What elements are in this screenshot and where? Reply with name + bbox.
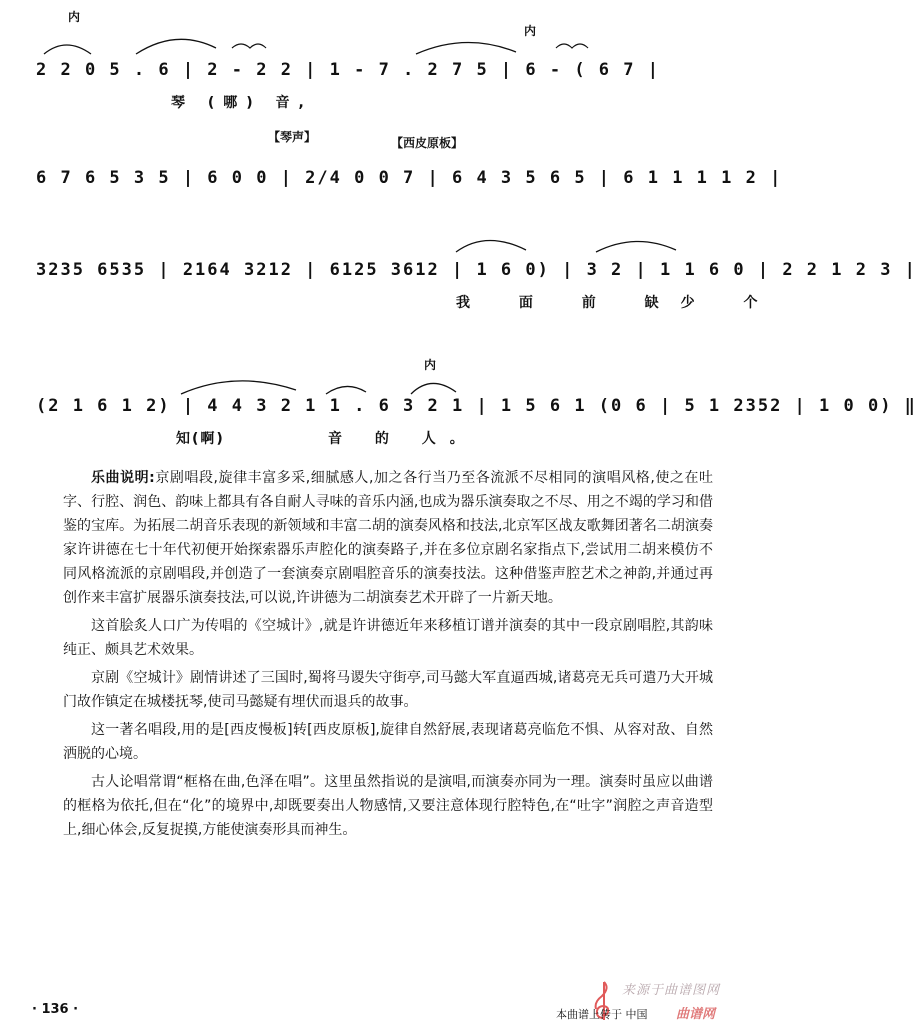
lyric-line-3: 我 面 前 缺少 个 <box>456 295 780 311</box>
inner-string-mark: 内 <box>524 24 537 38</box>
notation-line-2: 6 7 6 5 3 5 | 6 0 0 | 2/4 0 0 7 | 6 4 3 5 6 5 | 6 1 1 1 1 2 | <box>36 168 783 188</box>
page-number: · 136 · <box>32 1002 79 1017</box>
notation-line-1: 2 2 0 5 . 6 | 2 - 2 2 | 1 - 7 . 2 7 5 | 6 - ( 6 7 | <box>36 60 660 80</box>
tag-xipi-yuanban: 【西皮原板】 <box>391 136 464 150</box>
score-system-4 <box>36 356 917 452</box>
lyric-line-1: 琴 (哪) 音, <box>171 95 313 111</box>
score-system-1 <box>36 8 716 118</box>
paragraph-4: 这一著名唱段,用的是[西皮慢板]转[西皮原板],旋律自然舒展,表现诸葛亮临危不惧、从容对敌、自然洒脱的心境。 <box>63 722 713 762</box>
paragraph-lead: 乐曲说明: <box>91 470 155 486</box>
notation-line-3: 3235 6535 | 2164 3212 | 6125 3612 | 1 6 0) | 3 2 | 1 1 6 0 | 2 2 1 2 3 | <box>36 260 917 280</box>
lyric-line-4a: 知(啊) <box>176 431 225 447</box>
watermark-logo: 曲谱网 <box>676 1007 716 1022</box>
notation-line-4: (2 1 6 1 2) | 4 4 3 2 1 1 . 6 3 2 1 | 1 5 6 1 (0 6 | 5 1 2352 | 1 0 0) ‖ <box>36 396 917 416</box>
lyric-line-4b: 音 的 人。 <box>328 431 478 447</box>
paragraph-3: 京剧《空城计》剧情讲述了三国时,蜀将马谡失守街亭,司马懿大军直逼西城,诸葛亮无兵可遣乃大开城门故作镇定在城楼抚琴,使司马懿疑有埋伏而退兵的故事。 <box>63 670 713 710</box>
inner-string-mark: 内 <box>68 10 81 24</box>
upload-note: 本曲谱上传于 中国 <box>556 1008 648 1021</box>
paragraph-2: 这首脍炙人口广为传唱的《空城计》,就是许讲德近年来移植订谱并演奏的其中一段京剧唱腔,其韵味纯正、颇具艺术效果。 <box>63 618 713 658</box>
watermark-source: 来源于曲谱图网 <box>622 983 721 998</box>
paragraph-5: 古人论唱常谓“框格在曲,色泽在唱”。这里虽然指说的是演唱,而演奏亦同为一理。演奏时虽应以曲谱的框格为依托,但在“化”的境界中,却既要奏出人物感情,又要注意体现行腔特色,在“吐字”润腔之声音造型上,细心体会,反复捉摸,方能使演奏形具而神生。 <box>63 774 713 838</box>
score-system-2 <box>36 128 783 198</box>
article-body <box>63 466 713 846</box>
paragraph-1-text: 京剧唱段,旋律丰富多采,细腻感人,加之各行当乃至各流派不尽相同的演唱风格,使之在吐字、行腔、润色、韵味上都具有各自耐人寻味的音乐内涵,也成为器乐演奏取之不尽、用之不竭的学习和借鉴的宝库。为拓展二胡音乐表现的新领域和丰富二胡的演奏风格和技法,北京军区战友歌舞团著名二胡演奏家许讲德在七十年代初便开始探索器乐声腔化的演奏路子,并在多位京剧名家指点下,尝试用二胡来模仿不同风格流派的京剧唱段,并创造了一套演奏京剧唱腔音乐的演奏技法。这种借鉴声腔艺术之神韵,并通过再创作来丰富扩展器乐演奏技法,可以说,许讲德为二胡演奏艺术开辟了一片新天地。 <box>63 470 713 606</box>
score-system-3 <box>36 222 917 312</box>
tag-qinsheng: 【琴声】 <box>268 130 317 144</box>
inner-string-mark: 内 <box>424 358 437 372</box>
paragraph-1 <box>63 466 713 610</box>
